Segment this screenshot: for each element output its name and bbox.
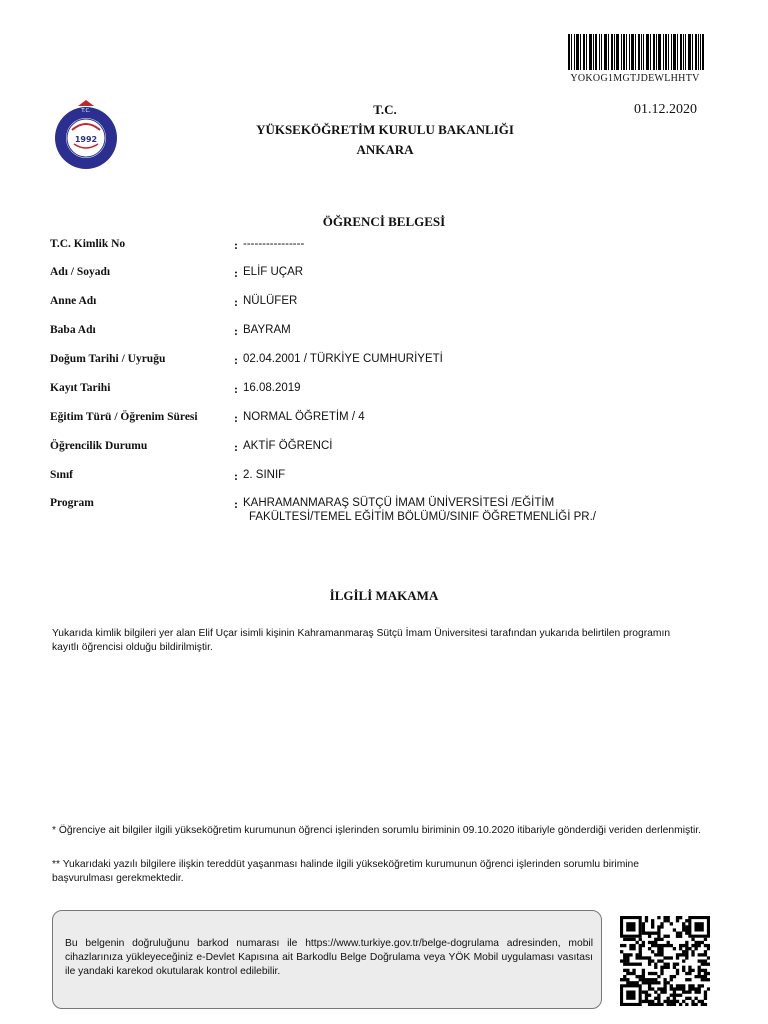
section-title: İLGİLİ MAKAMA [329, 588, 439, 603]
footnote-1: * Öğrenciye ait bilgiler ilgili yükseköğretim kurumunun öğrenci işlerinden sorumlu biriminin 09.10.2020 itibariyle gönderdiği veriden derlenmiştir. [52, 825, 702, 836]
field-colon: : [234, 469, 238, 483]
document-title: ÖĞRENCİ BELGESİ [322, 214, 446, 229]
document-date: 01.12.2020 [634, 102, 697, 117]
footnote-2: ** Yukarıdaki yazılı bilgilere ilişkin tereddüt yaşanması halinde ilgili yükseköğretim kurumunun öğrenci işlerinden sorumlu birimine başvurulması gerekmektedir. [52, 859, 640, 884]
ministry-header [210, 100, 560, 160]
field-value: AKTİF ÖĞRENCİ [243, 440, 333, 452]
field-label: Doğum Tarihi / Uyruğu [50, 353, 166, 365]
verification-box [52, 910, 602, 1009]
field-label: T.C. Kimlik No [50, 238, 126, 250]
header-line-2: YÜKSEKÖĞRETİM KURULU BAKANLIĞI [256, 122, 514, 137]
field-value: NÜLÜFER [243, 295, 298, 307]
field-colon: : [234, 353, 238, 367]
field-colon: : [234, 382, 238, 396]
field-label: Adı / Soyadı [50, 266, 111, 278]
field-label: Program [50, 497, 94, 509]
field-value: NORMAL ÖĞRETİM / 4 [243, 411, 365, 423]
field-colon: : [234, 324, 238, 338]
field-colon: : [234, 238, 238, 252]
field-label: Kayıt Tarihi [50, 382, 111, 394]
barcode-number: YOKOG1MGTJDEWLHHTV [570, 73, 700, 84]
field-value-line-2: FAKÜLTESİ/TEMEL EĞİTİM BÖLÜMÜ/SINIF ÖĞRETMENLİĞİ PR./ [249, 511, 596, 523]
field-colon: : [234, 266, 238, 280]
field-value: ELİF UÇAR [243, 266, 304, 278]
field-label: Baba Adı [50, 324, 96, 336]
field-label: Öğrencilik Durumu [50, 440, 148, 452]
field-label: Eğitim Türü / Öğrenim Süresi [50, 411, 198, 423]
field-colon: : [234, 295, 238, 309]
field-colon: : [234, 411, 238, 425]
field-value: 02.04.2001 / TÜRKİYE CUMHURİYETİ [243, 353, 443, 365]
field-label: Sınıf [50, 469, 74, 481]
qr-code-image [620, 916, 710, 1006]
field-value: ---------------- [243, 238, 305, 250]
logo-top-text: T.C. [81, 108, 91, 114]
header-line-1: T.C. [373, 102, 397, 117]
university-seal-logo [50, 100, 122, 172]
field-label: Anne Adı [50, 295, 97, 307]
field-colon: : [234, 497, 238, 511]
field-value-line-1: KAHRAMANMARAŞ SÜTÇÜ İMAM ÜNİVERSİTESİ /EĞİTİM [243, 497, 555, 509]
verification-text: Bu belgenin doğruluğunu barkod numarası ile https://www.turkiye.gov.tr/belge-dogrulama adresinden, mobil cihazlarınıza yükleyeceğiniz e-Devlet Kapısına ait Barkodlu Belge Doğrulama veya YÖK Mobil uygulaması vasıtası ile yandaki karekod okutularak kontrol edilebilir. [65, 938, 593, 977]
body-paragraph: Yukarıda kimlik bilgileri yer alan Elif Uçar isimli kişinin Kahramanmaraş Sütçü İmam Üniversitesi tarafından yukarıda belirtilen programın kayıtlı öğrencisi olduğu bildirilmiştir. [52, 628, 671, 653]
field-value: 16.08.2019 [243, 382, 301, 394]
logo-year: 1992 [74, 135, 98, 144]
field-value: 2. SINIF [243, 469, 286, 481]
field-value: BAYRAM [243, 324, 291, 336]
field-colon: : [234, 440, 238, 454]
header-line-3: ANKARA [356, 142, 414, 157]
barcode-image [568, 34, 704, 70]
